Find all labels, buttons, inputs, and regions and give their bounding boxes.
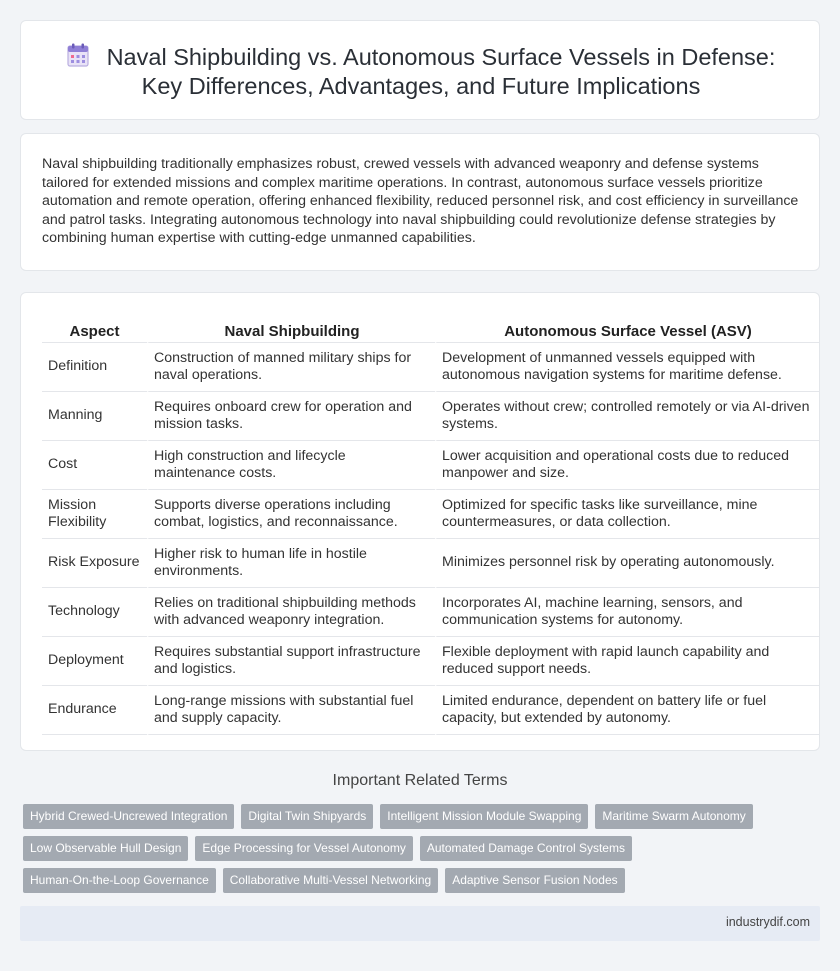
row-aspect: Cost [42,441,147,490]
footer-site-link[interactable]: industrydif.com [725,915,810,929]
row-asv: Flexible deployment with rapid launch capability and reduced support needs. [435,637,819,686]
row-naval: Higher risk to human life in hostile environments. [147,539,435,588]
row-naval: Requires substantial support infrastructure and logistics. [147,637,435,686]
row-asv: Development of unmanned vessels equipped with autonomous navigation systems for maritime defense. [435,343,819,392]
row-aspect: Definition [42,343,147,392]
row-naval: High construction and lifecycle maintenance costs. [147,441,435,490]
row-asv: Operates without crew; controlled remotely or via AI-driven systems. [435,392,819,441]
intro-card [20,133,820,271]
table-row [42,539,819,588]
related-term-tag[interactable]: Maritime Swarm Autonomy [595,804,752,829]
calendar-icon [67,43,89,67]
related-term-tag[interactable]: Low Observable Hull Design [23,836,188,861]
row-aspect: Endurance [42,686,147,735]
related-term-tag[interactable]: Automated Damage Control Systems [420,836,632,861]
comparison-table-card [20,292,820,751]
header-asv: Autonomous Surface Vessel (ASV) [435,314,819,343]
title-line-1: Naval Shipbuilding vs. Autonomous Surface Vessels in Defense: [106,44,776,70]
row-asv: Optimized for specific tasks like surveillance, mine countermeasures, or data collection. [435,490,819,539]
tag-row [23,836,823,861]
header-aspect: Aspect [42,314,147,343]
row-naval: Supports diverse operations including combat, logistics, and reconnaissance. [147,490,435,539]
related-term-tag[interactable]: Collaborative Multi-Vessel Networking [223,868,438,893]
intro-paragraph: Naval shipbuilding traditionally emphasizes robust, crewed vessels with advanced weaponry and defense systems tailored for extended missions and complex maritime operations. In contrast, autonomous surface vessels prioritize automation and remote operation, offering enhanced flexibility, reduced personnel risk, and cost efficiency in surveillance and patrol tasks. Integrating autonomous technology into naval shipbuilding could revolutionize defense strategies by combining human expertise with cutting-edge unmanned capabilities. [42,156,799,246]
row-naval: Relies on traditional shipbuilding methods with advanced weaponry integration. [147,588,435,637]
table-row [42,686,819,735]
row-naval: Construction of manned military ships for naval operations. [147,343,435,392]
row-asv: Minimizes personnel risk by operating autonomously. [435,539,819,588]
table-header-row [42,314,819,343]
row-asv: Limited endurance, dependent on battery life or fuel capacity, but extended by autonomy. [435,686,819,735]
header-naval-shipbuilding: Naval Shipbuilding [147,314,435,343]
related-terms-title: Important Related Terms [332,772,508,789]
table-row [42,637,819,686]
tag-row [23,804,823,829]
row-aspect: Mission Flexibility [42,490,147,539]
table-row [42,588,819,637]
related-term-tag[interactable]: Edge Processing for Vessel Autonomy [195,836,412,861]
title-card [20,20,820,120]
table-row [42,441,819,490]
row-naval: Requires onboard crew for operation and mission tasks. [147,392,435,441]
related-terms-tags [23,804,823,900]
footer [20,906,820,941]
row-naval: Long-range missions with substantial fuel and supply capacity. [147,686,435,735]
row-aspect: Manning [42,392,147,441]
table-row [42,392,819,441]
row-aspect: Technology [42,588,147,637]
related-term-tag[interactable]: Digital Twin Shipyards [241,804,373,829]
related-term-tag[interactable]: Hybrid Crewed-Uncrewed Integration [23,804,234,829]
related-term-tag[interactable]: Intelligent Mission Module Swapping [380,804,588,829]
comparison-table [42,314,819,735]
related-term-tag[interactable]: Human-On-the-Loop Governance [23,868,216,893]
table-row [42,490,819,539]
row-aspect: Deployment [42,637,147,686]
row-asv: Incorporates AI, machine learning, sensors, and communication systems for autonomy. [435,588,819,637]
row-asv: Lower acquisition and operational costs due to reduced manpower and size. [435,441,819,490]
page-title [21,43,821,101]
table-row [42,343,819,392]
related-term-tag[interactable]: Adaptive Sensor Fusion Nodes [445,868,624,893]
title-line-2: Key Differences, Advantages, and Future Implications [141,73,701,99]
tag-row [23,868,823,893]
row-aspect: Risk Exposure [42,539,147,588]
